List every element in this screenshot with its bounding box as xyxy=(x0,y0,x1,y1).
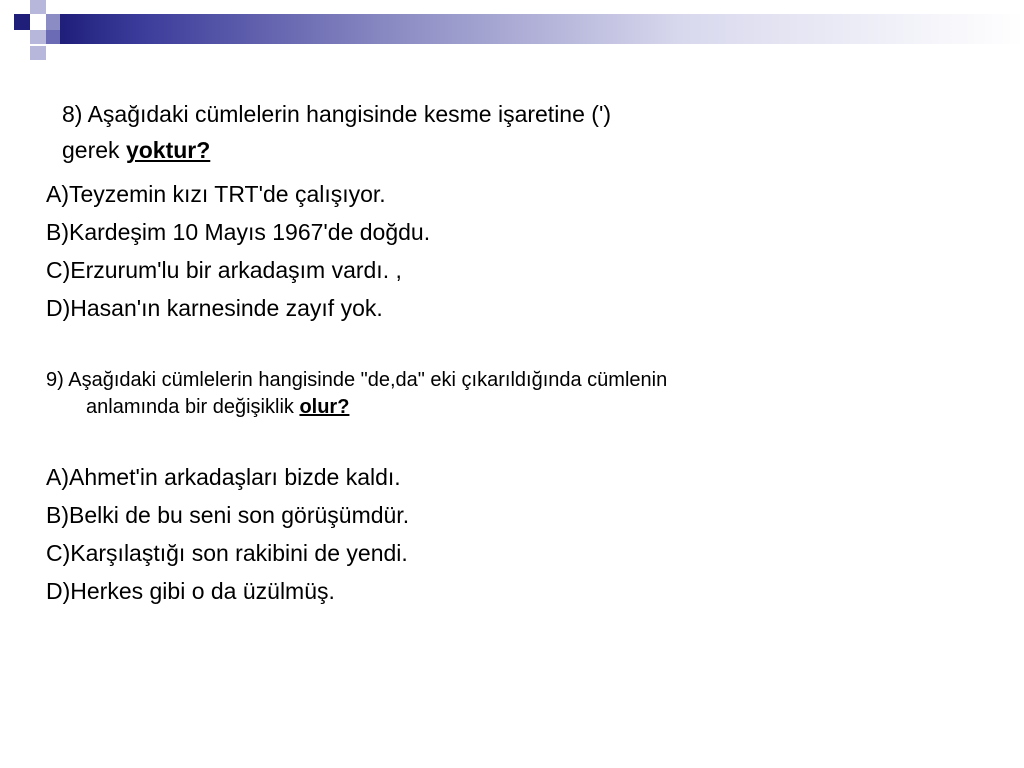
decor-square-light xyxy=(30,0,46,14)
decor-square-mid xyxy=(46,14,60,30)
option-b: B)Belki de bu seni son görüşümdür. xyxy=(46,502,410,528)
question-8-options xyxy=(46,175,430,327)
option-a: A)Teyzemin kızı TRT'de çalışıyor. xyxy=(46,181,386,207)
question-9-options xyxy=(46,458,409,610)
question-8-text: 8) Aşağıdaki cümlelerin hangisinde kesme işaretine (') xyxy=(62,101,611,127)
decor-gradient-bar xyxy=(60,14,1024,44)
decor-square-light xyxy=(30,46,46,60)
decor-square-light xyxy=(30,30,46,44)
question-9-title xyxy=(46,367,926,421)
question-8-emphasis: yoktur? xyxy=(125,137,211,163)
question-9-text: 9) Aşağıdaki cümlelerin hangisinde "de,da" eki çıkarıldığında cümlenin xyxy=(46,369,668,391)
question-8-title xyxy=(62,96,962,168)
option-d: D)Herkes gibi o da üzülmüş. xyxy=(46,578,335,604)
decor-square-dark xyxy=(14,14,30,30)
option-c: C)Karşılaştığı son rakibini de yendi. xyxy=(46,540,408,566)
option-c: C)Erzurum'lu bir arkadaşım vardı. , xyxy=(46,257,402,283)
question-9-emphasis: olur? xyxy=(299,396,350,418)
option-a: A)Ahmet'in arkadaşları bizde kaldı. xyxy=(46,464,401,490)
decor-square-mid xyxy=(46,30,60,44)
header-decoration xyxy=(0,0,1024,64)
option-d: D)Hasan'ın karnesinde zayıf yok. xyxy=(46,295,383,321)
question-9-text-line2: anlamında bir değişiklik xyxy=(86,396,300,418)
option-b: B)Kardeşim 10 Mayıs 1967'de doğdu. xyxy=(46,219,431,245)
question-8-text-line2: gerek xyxy=(62,137,126,163)
